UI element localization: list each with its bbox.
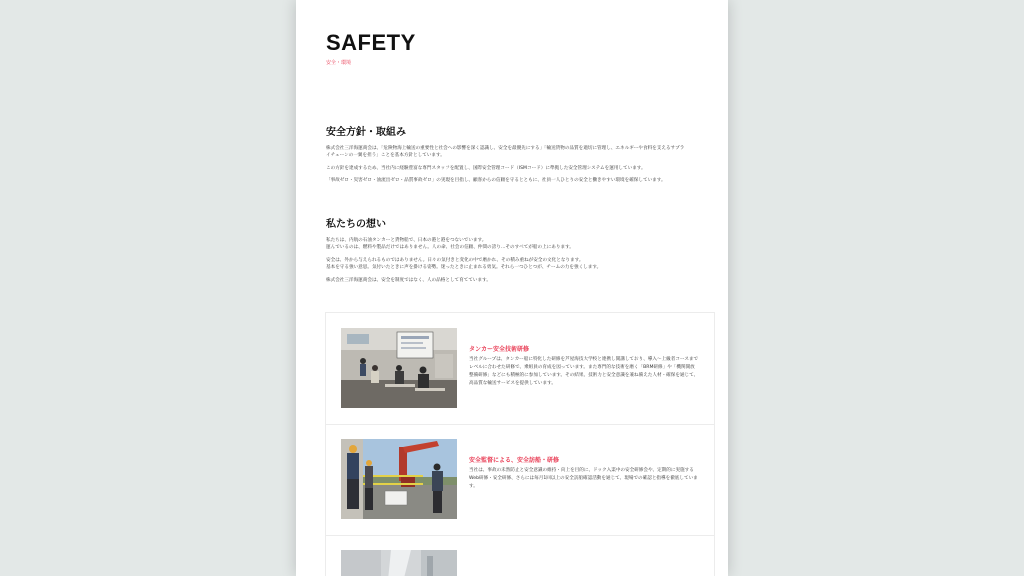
activities-list	[325, 312, 715, 576]
thoughts-paragraph: 安全は、外から与えられるものではありません。日々の気付きと変化の中で磨かれ、その積み重ねが安全の文化となります。 基本を守る強い意思。気付いたときに声を掛ける姿勢。迷ったときに止まれる勇気。それら一つひとつが、チームの力を強くします。	[326, 257, 602, 271]
activity-description: 当社グループは、タンカー船に特化した研修を芦屋海技大学校と連携し開講しており、導入～上級者コースまでレベルに合わせた研修で、乗組員の育成を図っています。また専門的な技術を磨く「BRM研修」や「機関開放整備研修」などにも積極的に参加しています。その結果、技術力と安全意識を兼ね備えた人材・確保を通じて、高品質な輸送サービスを提供しています。	[469, 357, 699, 386]
activity-description: 当社は、事故の未然防止と安全意識の維持・向上を目的に、ドック入渠中の安全研修会や、定期的に実施するWeb研修・安全研修、さらには毎月1回以上の安全訪船確認活動を通じて、現場での確認と指導を徹底しています。	[469, 468, 698, 489]
activity-card-safety-visit[interactable]	[326, 424, 714, 536]
policy-section	[326, 126, 686, 190]
activity-title: タンカー安全技術研修	[469, 346, 530, 353]
policy-paragraph: 株式会社三洋海運商会は、「危険物海上輸送の重要性と社会への影響を深く認識し、安全を最優先にする」「輸送貨物の品質を適切に管理し、エネルギーや食料を支えるサプライチェーンの一翼を担う」ことを基本方針としています。	[326, 146, 685, 159]
policy-heading: 安全方針・取組み	[326, 127, 406, 138]
page-title: SAFETY	[326, 30, 416, 55]
activity-title: 安全監督による、安全訪船・研修	[469, 457, 560, 464]
thoughts-section	[326, 218, 686, 289]
activity-photo	[341, 550, 457, 576]
activity-card-tanker-training[interactable]	[326, 313, 714, 425]
thoughts-paragraph: 私たちは、内航の石油タンカーと貨物船で、日本の港と港をつないでいます。 運んでいるのは、燃料や製品だけではありません。人の命、社会の信頼、仲間の誇り…そのすべてが船の上にあります。	[326, 238, 574, 251]
page-subtitle: 安全・環境	[326, 60, 352, 66]
training-room-photo	[341, 328, 457, 408]
page-sheet	[296, 0, 728, 576]
activity-card-3[interactable]	[326, 535, 714, 576]
thoughts-heading: 私たちの想い	[326, 219, 386, 230]
policy-paragraph: この方針を達成するため、当社内に経験豊富な専門スタッフを配置し、国際安全管理コード（ISMコード）に準拠した安全管理システムを運用しています。	[326, 165, 646, 171]
policy-paragraph: 「事故ゼロ・災害ゼロ・油流出ゼロ・品質事故ゼロ」の実現を目指し、顧客からの信頼を守るとともに、社員一人ひとりの安全と働きやすい環境を確保しています。	[326, 178, 666, 184]
thoughts-paragraph: 株式会社三洋海運商会は、安全を制度ではなく、人の品格として育てています。	[326, 277, 491, 283]
content	[326, 30, 714, 283]
ship-deck-photo	[341, 439, 457, 519]
